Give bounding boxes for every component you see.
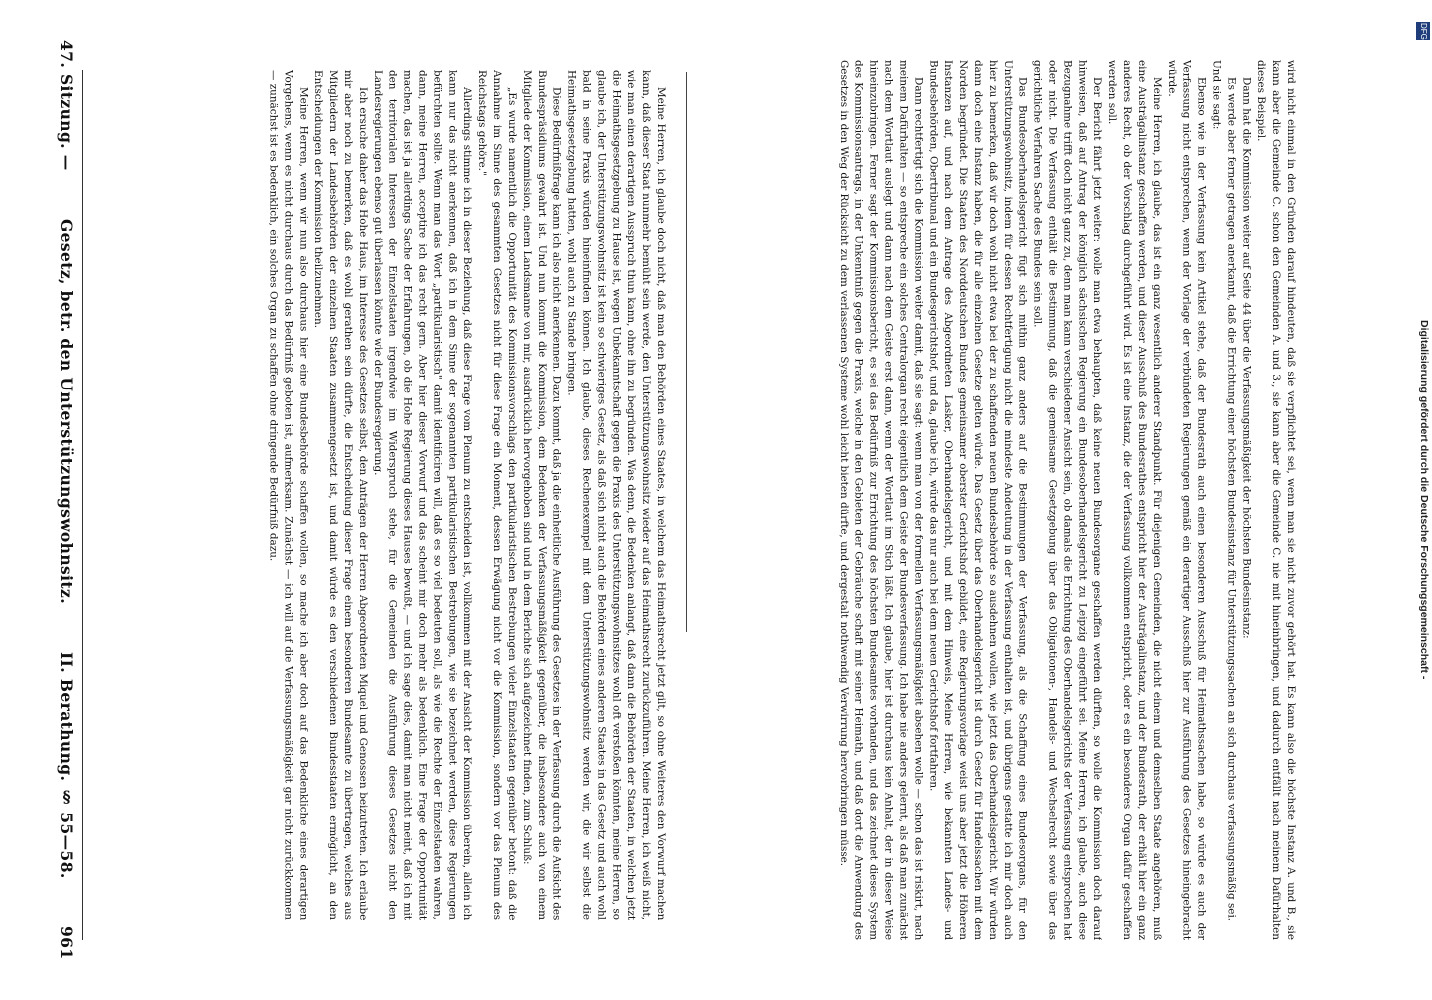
text-column-left — [88, 70, 668, 920]
quoted-paragraph: „Es wurde namentlich die Opportunität des Kommissionsvorschlags den partikularistischen Bestrebungen vieler Einzelstaaten gegenüber betont: daß die Annahme im Sinne des gesammten Gesetzes nicht für diese Frage ein Moment, dessen Erwägung nicht vor die Kommission, sondern vor das Plenum des Reichstags gehöre." — [476, 70, 518, 920]
paragraph: Meine Herren, wenn wir nun also durchaus hier eine Bundesbehörde schaffen wollen, so mache ich aber doch auf das Bedenkliche eines derartigen Vorgehens, wenn es nicht durchaus durch das Bedürfniß geboten ist, aufmerksam. Zunächst — ich will auf die Verfassungsmäßigkeit gar nicht zurückkommen — zunächst ist es bedenklich, ein solches Organ zu schaffen ohne dringende Bedürfniß dazu. — [267, 70, 310, 920]
paragraph: Meine Herren, ich glaube, das ist ein ganz wesentlich anderer Standpunkt. Für diejenigen Gemeinden, die nicht einem und demselben Staate angehören, muß eine Austrägalinstanz geschaffen werden, und dieser Ausschuß des Bundesrathes entspricht hier der Austrägalinstanz, und der Bundesrath, der erhält hier ein ganz anderes Recht, ob der Vorschlag durchgeführt wird. Es ist eine Instanz, die der Verfassung vollkommen entspricht, oder es ein besonderes Organ dafür geschaffen werden soll. — [1106, 60, 1163, 940]
running-head — [36, 40, 76, 960]
law-title-heading: Gesetz, betr. den Unterstützungswohnsitz. — [57, 218, 76, 604]
paragraph: Es werde aber ferner getragen anerkannt, daß die Errichtung einer höchsten Bundesinstanz für Unterstützungssachen an sich durchaus verfassungsmäßig sei. — [1225, 76, 1238, 921]
reading-heading: II. Berathung. § 55—58. — [57, 651, 76, 879]
paragraph: Und sie sagt: — [1210, 60, 1223, 130]
paragraph: Meine Herren, ich glaube doch nicht, daß man den Behörden eines Staates, in welchem das Heimathsrecht jetzt gilt, so ohne Weiteres den Vorwurf machen kann, daß dieser Staat nunmehr bemüht sein werde, den Unterstützungswohnsitz wieder auf das Heimathsrecht zurückzuführen. Meine Herren, ich weiß nicht, wie man einen derartigen Ausspruch thun kann, ohne ihn zu begründen. Was denn, die Bedenken anlangt, daß dann die Behörden der Staaten, in welchen jetzt die Heimathsgesetzgebung zu Hause ist, wegen Unbekanntschaft gegen die Praxis des Unterstützungswohnsitzes wohl oft verstoßen könnten, meine Herren, so glaube ich, der Unterstützungswohnsitz ist kein so schwieriges Gesetz, als daß sich nicht auch die Behörden eines anderen Staates in das Gesetz und auch wohl bald in seine Praxis würden hineinfinden können. Ich glaube, dieses Rechenexempel mit dem Unterstützungswohnsitz werden wir, die wir selbst die Heimathsgesetzgebung hatten, wohl auch zu Stande bringen. — [565, 70, 667, 920]
page-number: 961 — [57, 926, 76, 960]
paragraph: Dann rechtfertigt sich die Kommission weiter damit, daß sie sagt: wenn man von der formellen Verfassungsmäßigkeit absehen wolle — schon das ist riskirt, nach meinem Dafürhalten — so entspreche ein solches Centralorgan recht eigentlich dem Geiste der Bundesverfassung. Ich habe nie anders gelernt, als daß man zunächst nach dem Wortlaut auslegt und dann nach dem Geiste erst dann, wenn der Wortlaut im Stich läßt. Ich glaube, hier ist durchaus kein Anhalt, der in dieser Weise hineinzubringen. Ferner sagt der Kommissionsbericht, es sei das Bedürfniß zur Errichtung des höchsten Bundesamtes vorhanden, und das zeichnet dieses System des Kommissionsantrags, in der Unkenntniß gegen die Praxis, welche in den Gebieten der Gebräuche schaft mit seiner Heimath, und daß dort die Anwendung des Gesetzes in den Weg der Rücksicht zu dem verlassenen Systeme wohl leicht bieten dürfte, und dergestalt nothwendig Verwirrung hervorbringen müsse. — [837, 60, 925, 940]
session-heading: 47. Sitzung. — — [57, 40, 76, 171]
paragraph: Ich ersuche daher das Hohe Haus, im Interesse des Gesetzes selbst, den Anträgen der Herren Abgeordneten Miquel und Genossen beizutreten. Ich erlaube mir aber noch zu bemerken, daß es wohl gerathen sein dürfte, die Entscheidung dieser Frage einem besonderen Bundesamte zu übertragen, welches aus Mitgliedern der Landesbehörden der einzelnen Staaten zusammengesetzt ist, und damit würde es den verschiedenen Bundesstaaten ermöglicht, an den Entscheidungen der Kommission theilzunehmen. — [312, 70, 369, 920]
paragraph: wird nicht einmal in den Gründen darauf hindeuten, daß sie verpflichtet sei, wenn man sie nicht zuvor gehört hat. Es kann also die höchste Instanz A. und B., sie kann aber die Gemeinde C. schon den Gemeinden A. und 3., sie kann aber die Gemeinde C. nie mit hineinbringen, und dadurch entfällt nach meinem Dafürhalten dieses Beispiel. — [1255, 60, 1297, 940]
paragraph: Dann hat die Kommission weiter auf Seite 44 über die Verfassungsmäßigkeit der höchsten Bundesinstanz: — [1240, 76, 1253, 639]
paragraph: Diese Bedürfnißfrage kann ich also nicht anerkennen. Dazu kommt, daß ja die einheitliche Ausführung des Gesetzes in der Verfassung durch die Aufsicht des Bundespräsidiums gewahrt ist. Und nun kommt die Kommission, dem Bedenken der Verfassungsmäßigkeit gegenüber, die insbesondere auch von einem Mitgliede der Kommission, einem Landsmanne von mir, ausdrücklich hervorgehoben sind und in dem Berichte sich aufgezeichnet finden, zum Schluß: — [520, 70, 563, 920]
paragraph: Allerdings stimme ich in dieser Beziehung, daß diese Frage vom Plenum zu entscheiden ist, vollkommen mit der Ansicht der Kommission überein, allein ich kann nur das nicht anerkennen, daß ich in dem Sinne der sogenannten partikularistischen Bestrebungen, wie sie bezeichnet werden, diese Regierungen befürchten sollte. Wenn man das Wort „partikularistisch" damit identificiren will, daß es so viel bedeuten soll, als wie die Rechte der Einzelstaaten wahren, dann, meine Herren, acceptire ich das recht gern. Aber hier dieser Vorwurf und das scheint mir doch mehr als bedenklich. Eine Frage der Opportunität machen, das ist ja allerdings Sache der Erfahrungen, ob die Hohe Regierung dieses Hauses bewußt, — und ich sage dies, damit man nicht meint, daß ich mit den territorialen Interessen der Einzelstaaten irgendwie im Widerspruch stehe, für die Gemeinden die Ausführung dieses Gesetzes nicht den Landesregierungen ebenso gut überlassen könnte wie der Bundesregierung. — [371, 70, 474, 920]
paragraph: Ebenso wie in der Verfassung kein Artikel stehe, daß der Bundesrath auch einen besonderen Ausschuß für Heimathssachen habe, so würde es auch der Verfassung nicht entsprechen, wenn der Vorlage der verbündeten Regierungen gemäß ein derartiger Ausschuß hier zur Ausführung des Gesetzes hineingebracht würde. — [1165, 60, 1208, 940]
paragraph: Das Bundesoberhandelsgericht fügt sich mithin ganz anders auf die Bestimmungen der Verfassung, als die Schaffung eines Bundesorgans, für den Unterstützungswohnsitz, indem für dessen Rechtfertigung nicht die mindeste Andeutung in der Verfassung enthalten ist, und übrigens gestatte ich mir doch auch hier zu bemerken, daß wir doch wohl nicht etwa bei der zu schaffenden neuen Bundesbehörde so ausdehnen wollen, wie jetzt das Oberhandelsgericht. Wir würden dann doch eine Instanz haben, die für alle einzelnen Gesetze gelten würde. Das Gesetz über das Oberhandelsgericht ist durch Gesetz für Handelssachen mit dem Norden begründet. Die Staaten des Norddeutschen Bundes gemeinsamer oberster Gerichtshof gebildet, eine Regierungsvorlage weist uns aber jetzt die Höheren Instanzen auf, und nach dem Antrage des Abgeordneten Lasker, Oberhandelsgericht, und mit dem Hinweis, Meine Herren, wie bekannten Landes- und Bundesbehörden, Obertribunal und ein Bundesgerichtshof, und da, glaube ich, würde das nur auch bei dem neuen Gerichtshof fortfahren. — [927, 60, 1029, 940]
digitization-note: Digitalisierung gefördert durch die Deutsche Forschungsgemeinschaft - — [1418, 320, 1430, 680]
column-divider — [686, 72, 687, 632]
paragraph: Der Bericht fährt jetzt weiter: wolle man etwa behaupten, daß keine neuen Bundesorgane geschaffen werden dürften, so wolle die Kommission doch darauf hinweisen, daß auf Antrag der königlich sächsischen Regierung ein Bundesoberhandelsgericht zu Leipzig eingeführt sei. Meine Herren, ich glaube, auch diese Bezugnahme trifft doch nicht ganz zu, denn man kann verschiedener Ansicht sein, ob damals die Errichtung des Oberhandelsgerichts der Verfassung entsprochen hat oder nicht. Die Verfassung enthält die Bestimmung, daß die gemeinsame Gesetzgebung über das Obligationen-, Handels- und Wechselrecht sowie über das gerichtliche Verfahren Sache des Bundes sein soll. — [1031, 60, 1104, 940]
header-rule — [82, 70, 83, 940]
dfg-logo: DFG — [1416, 22, 1430, 40]
text-column-right — [698, 60, 1298, 940]
